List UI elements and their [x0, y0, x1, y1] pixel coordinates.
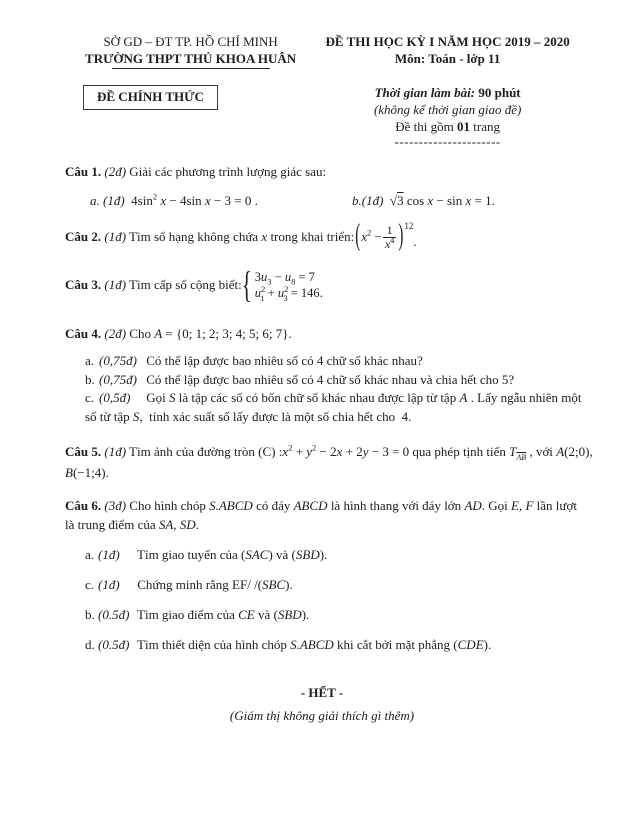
exponent-4: 4 — [390, 234, 395, 245]
page-count-value: 01 — [457, 119, 471, 134]
fraction — [383, 224, 397, 250]
question-6 — [65, 496, 579, 654]
duration-value: 90 phút — [478, 85, 521, 100]
question-5 — [65, 441, 593, 483]
minus-sign: − — [371, 229, 382, 244]
end-marker: - HẾT - — [300, 685, 344, 700]
duration-note: (không kể thời gian giao đề) — [373, 102, 522, 117]
question-4a: a. (0,75đ) Có thể lập được bao nhiêu số có 4 chữ số khác nhau? — [85, 353, 423, 368]
open-paren: ( — [355, 219, 361, 253]
system-equations — [255, 269, 320, 301]
question-6b: b.(0.5đ) Tìm giao điểm của CE và (SBD). — [85, 607, 310, 622]
close-paren: ) — [398, 219, 404, 253]
question-6a: a.(1đ) Tìm giao tuyến của (SAC) và (SBD). — [85, 547, 328, 562]
question-2 — [65, 219, 579, 255]
system-brace: { — [241, 263, 252, 306]
outer-exponent-12: 12 — [404, 220, 414, 231]
question-4c-line1: c. (0,5đ) Gọi S là tập các số có bốn chữ số khác nhau được lập từ tập A . Lấy ngẫu nhiên một — [85, 390, 582, 405]
question-5-line2: B(−1;4). — [65, 465, 109, 480]
question-4c-line2: số từ tập S, tính xác suất số lấy được là một số chia hết cho 4. — [85, 408, 412, 424]
page-count-prefix: Đề thi gồm — [395, 119, 458, 134]
question-2-text: Câu 2. (1đ) Tìm số hạng không chứa x trong khai triển: — [65, 229, 355, 244]
question-4-title: Câu 4. (2đ) Cho A = {0; 1; 2; 3; 4; 5; 6; 7}. — [65, 326, 292, 341]
question-1-title: Câu 1. (2đ) Giải các phương trình lượng giác sau: — [65, 164, 327, 179]
header-exam-block — [316, 33, 579, 149]
question-4b: b. (0,75đ) Có thể lập được bao nhiêu số có 4 chữ số khác nhau và chia hết cho 5? — [85, 371, 515, 387]
official-exam-badge: ĐỀ CHÍNH THỨC — [83, 85, 218, 110]
school-department: SỞ GD – ĐT TP. HỒ CHÍ MINH — [103, 34, 278, 49]
question-4-items — [85, 352, 582, 426]
divider-dashes: ---------------------- — [394, 134, 501, 149]
question-3-system — [241, 263, 323, 306]
formula-base — [361, 229, 382, 245]
question-2-formula — [354, 219, 417, 253]
proctor-note: (Giám thị không giải thích gì thêm) — [229, 708, 415, 723]
fraction-denominator — [383, 234, 397, 251]
header-spacer — [316, 67, 579, 84]
page-count-suffix: trang — [470, 119, 500, 134]
system-equation-2: $u^2_1 + u^2_3 = 146$ — [254, 284, 320, 303]
page-header — [65, 33, 579, 149]
question-1b: b.(1đ) √3 cos x − sin x = 1. — [352, 193, 495, 208]
duration-label: Thời gian làm bài: — [374, 85, 476, 100]
period: . — [319, 285, 323, 300]
school-name: TRƯỜNG THPT THỦ KHOA HUÂN — [85, 51, 297, 66]
exponent-2: 2 — [366, 227, 372, 238]
exam-duration — [316, 84, 579, 101]
system-equation-1: $3u_3 - u_8 = 7$ — [254, 270, 315, 287]
question-3 — [65, 265, 579, 305]
question-6d: d.(0.5đ) Tìm thiết diện của hình chóp S.ABCD khi cắt bởi mặt phẳng (CDE). — [85, 637, 492, 652]
question-1a: a. (1đ) $4\sin^2$ x − 4sin x − 3 = 0 . — [90, 191, 258, 208]
question-3-text: Câu 3. (1đ) Tìm cấp số cộng biết: — [65, 277, 242, 292]
fraction-numerator: 1 — [386, 222, 393, 237]
question-6-line1: Câu 6. (3đ) Cho hình chóp S.ABCD có đáy ABCD là hình thang với đáy lớn AD. Gọi E, F lần lượt — [65, 498, 577, 513]
header-school-block — [65, 33, 316, 149]
exam-title: ĐỀ THI HỌC KỲ I NĂM HỌC 2019 – 2020 — [325, 34, 570, 49]
school-underline — [112, 68, 270, 69]
variable-x: x — [384, 236, 391, 251]
page-count — [316, 118, 579, 135]
question-5-line1: Câu 5. (1đ) Tìm ảnh của đường tròn (C) $:x^2 + y^2 - 2x + 2y - 3 = 0$ qua phép tịnh tiến $T_{\overline{AB}}$ , với A(2;0), — [65, 442, 593, 462]
official-exam-badge-wrap — [83, 85, 316, 110]
question-1-parts — [65, 192, 579, 210]
exam-subject: Môn: Toán - lớp 11 — [394, 51, 501, 66]
question-6c: c.(1đ) Chứng minh rằng EF/ /(SBC). — [85, 577, 293, 592]
period: . — [413, 234, 417, 250]
variable-x: x — [361, 229, 367, 244]
question-6-line2: là trung điểm của SA, SD. — [65, 517, 199, 532]
